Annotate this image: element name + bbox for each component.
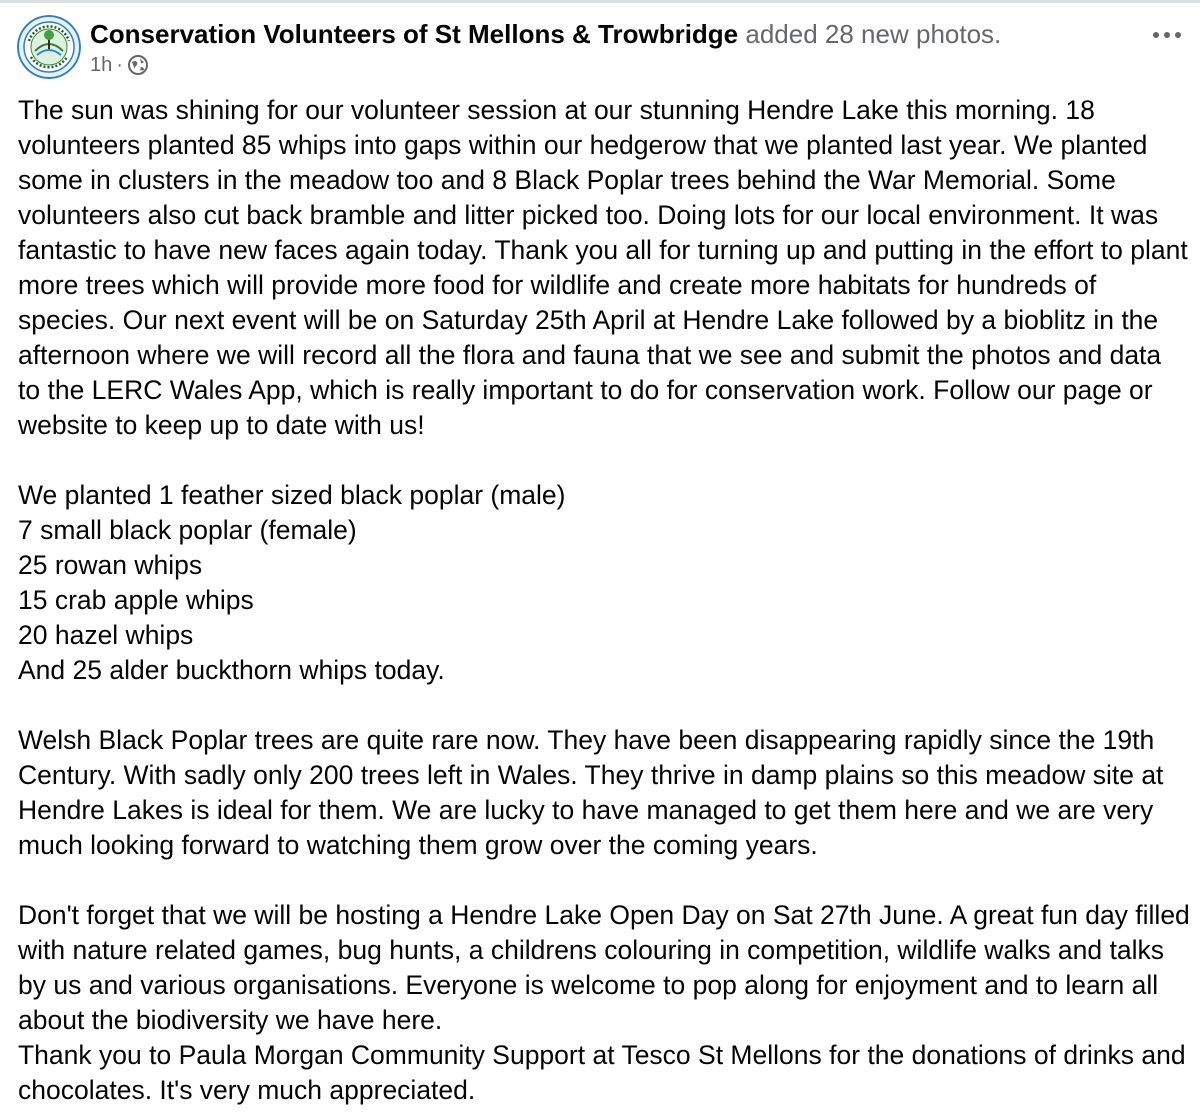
page-avatar[interactable] [17, 15, 81, 79]
more-options-icon [1153, 32, 1159, 38]
globe-icon[interactable] [127, 54, 149, 76]
planted-list-item: 25 rowan whips [18, 550, 203, 580]
post-paragraph-intro: The sun was shining for our volunteer session at our stunning Hendre Lake this morning. 18 volunteers planted 85 whips into gaps within our hedgerow that we planted last year. We planted some in clusters in the meadow too and 8 Black Poplar trees behind the War Memorial. Some volunteers also cut back bramble and litter picked too. Doing lots for our local environment. It was fantastic to have new faces again today. Thank you all for turning up and putting in the effort to plant more trees which will provide more food for wildlife and create more habitats for hundreds of species. Our next event will be on Saturday 25th April at Hendre Lake followed by a bioblitz in the afternoon where we will record all the flora and fauna that we see and submit the photos and data to the LERC Wales App, which is really important to do for conservation work. Follow our page or website to keep up to date with us! [18, 95, 1188, 440]
meta-separator: · [116, 54, 123, 76]
planted-list-item: We planted 1 feather sized black poplar (male) [18, 480, 566, 510]
more-options-dot [1175, 32, 1181, 38]
more-options-button[interactable] [1147, 23, 1187, 47]
planted-list-item: 7 small black poplar (female) [18, 515, 357, 545]
post-body [18, 93, 1190, 1108]
post-paragraph-open-day: Don't forget that we will be hosting a Hendre Lake Open Day on Sat 27th June. A great fun day filled with nature related games, bug hunts, a childrens colouring in competition, wildlife walks and talks by us and various organisations. Everyone is welcome to pop along for enjoyment and to learn all about the biodiversity we have here. [18, 900, 1190, 1035]
paragraph-gap [18, 688, 1190, 723]
planted-list-item: 20 hazel whips [18, 620, 194, 650]
top-divider [0, 0, 1200, 3]
paragraph-gap [18, 863, 1190, 898]
post-title-line [90, 19, 1120, 49]
post-timestamp[interactable]: 1h [90, 54, 113, 76]
page-logo-icon [17, 15, 81, 79]
more-options-dot [1164, 32, 1170, 38]
post-paragraph-thanks: Thank you to Paula Morgan Community Support at Tesco St Mellons for the donations of drinks and chocolates. It's very much appreciated. [18, 1040, 1186, 1105]
post-header-text [90, 19, 1120, 77]
page-name-link[interactable]: Conservation Volunteers of St Mellons & Trowbridge [90, 19, 739, 49]
post-paragraph-poplar: Welsh Black Poplar trees are quite rare now. They have been disappearing rapidly since the 19th Century. With sadly only 200 trees left in Wales. They thrive in damp plains so this meadow site at Hendre Lakes is ideal for them. We are lucky to have managed to get them here and we are very much looking forward to watching them grow over the coming years. [18, 725, 1164, 860]
planted-list-item: 15 crab apple whips [18, 585, 254, 615]
post-header [17, 15, 1187, 85]
paragraph-gap [18, 443, 1190, 478]
planted-list-item: And 25 alder buckthorn whips today. [18, 655, 445, 685]
post-action-text: added 28 new photos. [745, 19, 1002, 49]
post-meta [90, 53, 1120, 77]
